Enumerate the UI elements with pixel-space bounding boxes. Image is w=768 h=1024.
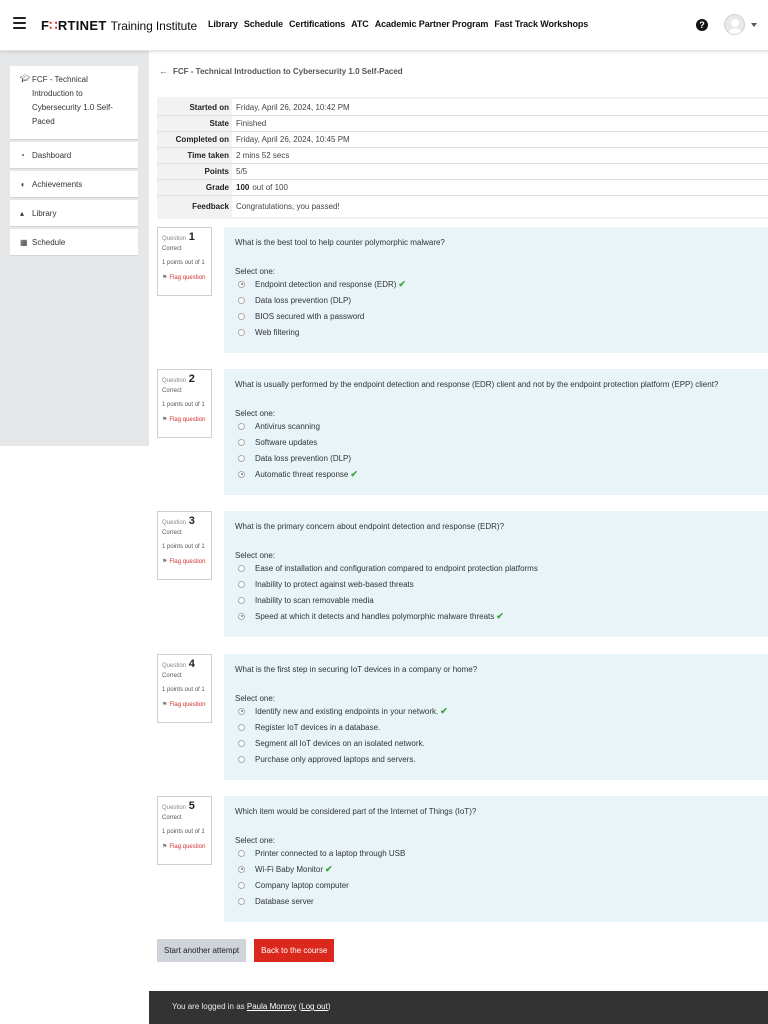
user-menu[interactable] [724, 14, 757, 35]
summary-value: Congratulations, you passed! [232, 196, 768, 217]
radio-button[interactable] [238, 882, 245, 889]
graduation-cap-icon: 🎓︎ [20, 74, 31, 83]
question-info-box [157, 369, 212, 438]
flag-question-link[interactable] [162, 274, 211, 281]
answer-option[interactable] [238, 466, 768, 482]
sidebar-item-schedule[interactable] [10, 229, 138, 256]
question-number-prefix: Question [162, 805, 187, 811]
flag-question-link[interactable] [162, 558, 211, 565]
radio-button[interactable] [238, 724, 245, 731]
radio-button[interactable] [238, 439, 245, 446]
answer-option-label: Inability to scan removable media [255, 595, 374, 605]
question-body [224, 227, 768, 353]
question-number: 4 [188, 658, 195, 670]
drawer-course-block [10, 66, 138, 140]
check-icon: ✔ [325, 863, 333, 874]
question-number-prefix: Question [162, 236, 187, 242]
answer-option-label: Automatic threat response [255, 469, 349, 479]
question-text: What is usually performed by the endpoint detection and response (EDR) client and not by the endpoint protection platform (EPP) client? [235, 380, 719, 389]
radio-button[interactable] [238, 423, 245, 430]
radio-button[interactable] [238, 708, 245, 715]
summary-row [157, 131, 768, 147]
flag-question-label: Flag question [169, 843, 206, 850]
question-number-prefix: Question [162, 520, 187, 526]
nav-link-fast-track-workshops[interactable]: Fast Track Workshops [494, 19, 589, 29]
grade-suffix: out of 100 [252, 183, 288, 192]
answer-option[interactable] [238, 845, 768, 861]
sidebar-item-label: Library [32, 208, 57, 218]
summary-label: Points [204, 167, 229, 176]
answer-option[interactable] [238, 893, 768, 909]
answer-option-label: Segment all IoT devices on an isolated network. [255, 738, 425, 748]
sidebar-item-dashboard[interactable] [10, 142, 138, 169]
radio-button[interactable] [238, 613, 245, 620]
answer-option-label: Inability to protect against web-based threats [255, 579, 414, 589]
radio-button[interactable] [238, 565, 245, 572]
flag-question-label: Flag question [169, 416, 206, 423]
radio-button[interactable] [238, 281, 245, 288]
nav-link-atc[interactable]: ATC [351, 19, 369, 29]
answer-option[interactable] [238, 308, 768, 324]
flag-icon: ⚑ [162, 417, 168, 423]
flag-question-label: Flag question [169, 558, 206, 565]
question-number-line [162, 515, 211, 527]
answer-option-label: Purchase only approved laptops and servers. [255, 754, 416, 764]
answer-option-label: Identify new and existing endpoints in your network. [255, 706, 439, 716]
flag-question-link[interactable] [162, 416, 211, 423]
question-info-box [157, 654, 212, 723]
answer-option[interactable] [238, 735, 768, 751]
summary-label: State [209, 119, 229, 128]
radio-button[interactable] [238, 455, 245, 462]
question-grade: 1 points out of 1 [162, 687, 205, 693]
check-icon: ✔ [440, 705, 448, 716]
sidebar-item-achievements[interactable] [10, 171, 138, 198]
flag-question-link[interactable] [162, 701, 211, 708]
radio-button[interactable] [238, 581, 245, 588]
select-one-label: Select one: [235, 409, 276, 418]
help-icon[interactable]: ? [696, 19, 708, 31]
radio-button[interactable] [238, 850, 245, 857]
avatar [724, 14, 745, 35]
question-text: What is the best tool to help counter polymorphic malware? [235, 238, 445, 247]
select-one-label: Select one: [235, 267, 276, 276]
caret-down-icon [751, 23, 757, 27]
answer-option-label: Database server [255, 896, 314, 906]
answer-option[interactable] [238, 276, 768, 292]
nav-link-library[interactable]: Library [208, 19, 238, 29]
flag-icon: ⚑ [162, 559, 168, 565]
radio-button[interactable] [238, 313, 245, 320]
question-state: Correct [162, 388, 182, 394]
question-number: 5 [188, 800, 195, 812]
answer-option-label: Software updates [255, 437, 318, 447]
question-state: Correct [162, 246, 182, 252]
summary-value: Finished [232, 116, 768, 131]
flag-question-label: Flag question [169, 701, 206, 708]
summary-value: Friday, April 26, 2024, 10:45 PM [232, 132, 768, 147]
summary-label: Grade [205, 183, 229, 192]
radio-button[interactable] [238, 329, 245, 336]
question-number: 2 [188, 373, 195, 385]
brand-logo[interactable] [41, 17, 197, 35]
select-one-label: Select one: [235, 836, 276, 845]
question-body [224, 369, 768, 495]
answer-option[interactable] [238, 751, 768, 767]
answer-option-label: Register IoT devices in a database. [255, 722, 381, 732]
radio-button[interactable] [238, 471, 245, 478]
hamburger-menu-icon[interactable] [13, 17, 26, 29]
calendar-icon: ▦ [20, 237, 28, 247]
action-buttons [157, 939, 334, 962]
answer-option-label: Web filtering [255, 327, 300, 337]
question-number-line [162, 800, 211, 812]
sidebar-item-label: Achievements [32, 179, 83, 189]
question-text: What is the primary concern about endpoint detection and response (EDR)? [235, 522, 505, 531]
radio-button[interactable] [238, 297, 245, 304]
radio-button[interactable] [238, 756, 245, 763]
answer-option-label: Company laptop computer [255, 880, 349, 890]
summary-value: 2 mins 52 secs [232, 148, 768, 163]
summary-row [157, 195, 768, 217]
summary-value: 5/5 [232, 164, 768, 179]
summary-value [232, 180, 768, 195]
answer-option[interactable] [238, 703, 768, 719]
nav-link-schedule[interactable]: Schedule [243, 19, 284, 29]
radio-button[interactable] [238, 597, 245, 604]
main-nav [208, 19, 588, 29]
summary-label: Feedback [192, 202, 229, 211]
sidebar-item-course[interactable] [10, 66, 138, 139]
answer-option[interactable] [238, 608, 768, 624]
fortinet-logo: F∷RTINET [41, 18, 107, 33]
check-icon: ✔ [350, 468, 358, 479]
summary-row [157, 99, 768, 115]
question-state: Correct [162, 673, 182, 679]
nav-link-academic-partner-program[interactable]: Academic Partner Program [374, 19, 489, 29]
flag-icon: ⚑ [162, 275, 168, 281]
question-number-line [162, 658, 211, 670]
select-one-label: Select one: [235, 694, 276, 703]
answer-option[interactable] [238, 292, 768, 308]
question-info-box [157, 796, 212, 865]
flag-icon: ⚑ [162, 844, 168, 850]
breadcrumb-label: FCF - Technical Introduction to Cybersecurity 1.0 Self-Paced [173, 66, 403, 76]
check-icon: ✔ [496, 610, 504, 621]
sidebar-item-label: Dashboard [32, 150, 72, 160]
question-info-box [157, 227, 212, 296]
question-state: Correct [162, 530, 182, 536]
flag-question-link[interactable] [162, 843, 211, 850]
main-content [149, 51, 768, 991]
question-grade: 1 points out of 1 [162, 402, 205, 408]
nav-drawer [10, 66, 138, 256]
select-one-label: Select one: [235, 551, 276, 560]
sidebar-item-label: FCF - Technical Introduction to Cybersecurity 1.0 Self-Paced [32, 75, 113, 126]
answer-option-label: Data loss prevention (DLP) [255, 453, 352, 463]
answer-option[interactable] [238, 877, 768, 893]
back-to-course-button[interactable]: Back to the course [254, 939, 334, 962]
question-number-line [162, 373, 211, 385]
shield-icon: ◖ [20, 179, 25, 189]
answer-option[interactable] [238, 576, 768, 592]
answer-option[interactable] [238, 560, 768, 576]
question-body [224, 796, 768, 922]
answer-option-label: Printer connected to a laptop through USB [255, 848, 406, 858]
answer-option-label: BIOS secured with a password [255, 311, 365, 321]
question-number: 3 [188, 515, 195, 527]
footer-prefix: You are logged in as [172, 1002, 245, 1011]
question-grade: 1 points out of 1 [162, 829, 205, 835]
question-number: 1 [188, 231, 195, 243]
answer-option[interactable] [238, 592, 768, 608]
question-number-prefix: Question [162, 378, 187, 384]
summary-row [157, 115, 768, 131]
start-another-attempt-button[interactable]: Start another attempt [157, 939, 246, 962]
question-state: Correct [162, 815, 182, 821]
breadcrumb-back-link[interactable] [159, 66, 403, 76]
logout-link[interactable]: Log out [301, 1002, 328, 1011]
answer-option[interactable] [238, 719, 768, 735]
question-body [224, 654, 768, 780]
summary-label: Time taken [187, 151, 229, 160]
sidebar-item-library[interactable] [10, 200, 138, 227]
answer-option-label: Speed at which it detects and handles polymorphic malware threats [255, 611, 495, 621]
sidebar-item-label: Schedule [32, 237, 66, 247]
summary-row [157, 147, 768, 163]
question-number-prefix: Question [162, 663, 187, 669]
dashboard-icon: ◔ [20, 150, 25, 160]
top-navbar [0, 0, 768, 51]
user-profile-link[interactable]: Paula Monroy [246, 1002, 297, 1011]
summary-label: Completed on [175, 135, 229, 144]
question-text: Which item would be considered part of the Internet of Things (IoT)? [235, 807, 477, 816]
check-icon: ✔ [398, 278, 406, 289]
question-body [224, 511, 768, 637]
flag-icon: ⚑ [162, 702, 168, 708]
answer-option-label: Wi-Fi Baby Monitor [255, 864, 324, 874]
radio-button[interactable] [238, 866, 245, 873]
question-number-line [162, 231, 211, 243]
summary-value: Friday, April 26, 2024, 10:42 PM [232, 99, 768, 115]
answer-option[interactable] [238, 324, 768, 340]
question-grade: 1 points out of 1 [162, 544, 205, 550]
summary-row [157, 179, 768, 195]
page-footer: You are logged in as Paula Monroy (Log out) [149, 991, 768, 1024]
attempt-summary-table [157, 97, 768, 219]
question-text: What is the first step in securing IoT devices in a company or home? [235, 665, 478, 674]
answer-option-label: Data loss prevention (DLP) [255, 295, 352, 305]
answer-option[interactable] [238, 450, 768, 466]
answer-option-label: Ease of installation and configuration compared to endpoint protection platforms [255, 563, 538, 573]
answer-option[interactable] [238, 434, 768, 450]
answer-option[interactable] [238, 861, 768, 877]
arrow-left-icon: ← [159, 66, 168, 76]
radio-button[interactable] [238, 898, 245, 905]
brand-suffix: Training Institute [110, 19, 198, 33]
question-info-box [157, 511, 212, 580]
graduation-cap-icon: ▴ [20, 208, 25, 218]
answer-option-label: Antivirus scanning [255, 421, 320, 431]
nav-link-certifications[interactable]: Certifications [289, 19, 346, 29]
answer-option-label: Endpoint detection and response (EDR) [255, 279, 397, 289]
summary-row [157, 163, 768, 179]
summary-label: Started on [189, 102, 229, 112]
grade-value: 100 [236, 183, 250, 192]
question-grade: 1 points out of 1 [162, 260, 205, 266]
answer-option[interactable] [238, 418, 768, 434]
radio-button[interactable] [238, 740, 245, 747]
flag-question-label: Flag question [169, 274, 206, 281]
